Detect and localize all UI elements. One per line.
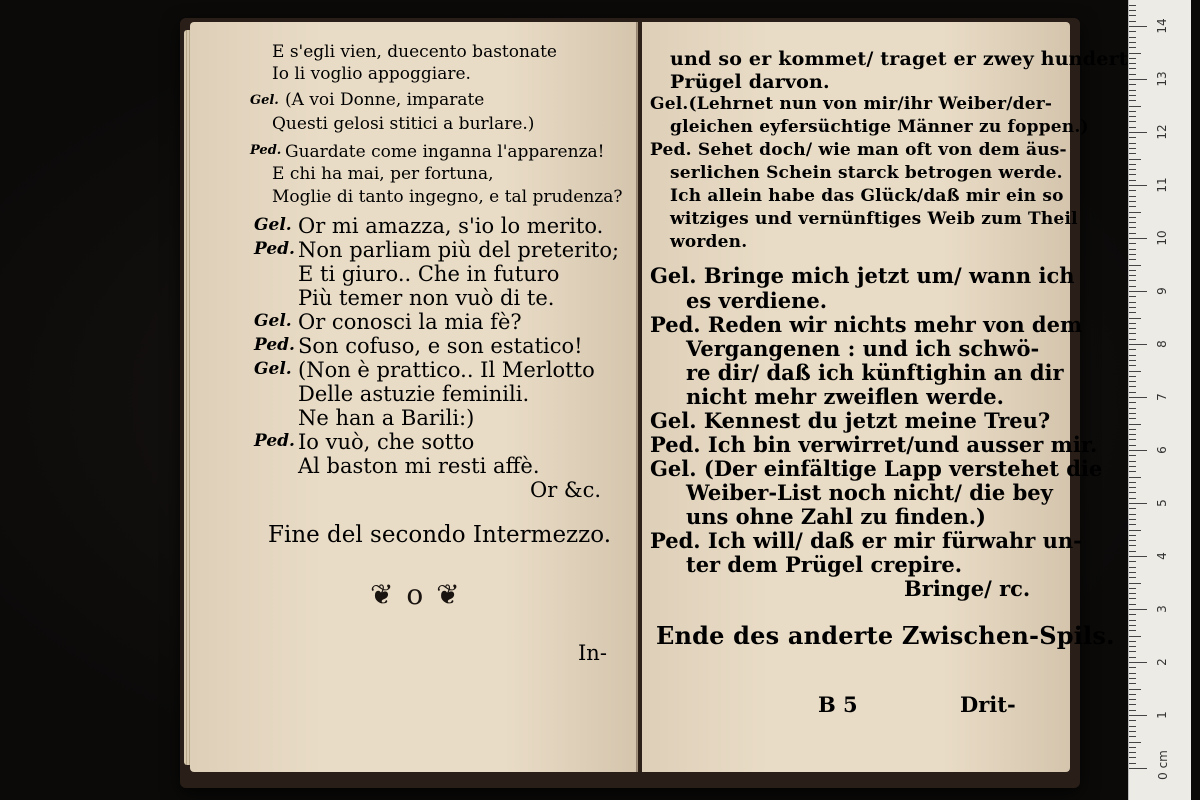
ruler-tick bbox=[1129, 386, 1136, 387]
ruler-tick bbox=[1129, 106, 1141, 107]
text-line: Prügel darvon. bbox=[670, 71, 830, 93]
text-line: Ich allein habe das Glück/daß mir ein so bbox=[670, 186, 1064, 206]
ruler-tick bbox=[1129, 609, 1147, 610]
ruler-tick bbox=[1129, 31, 1136, 32]
ruler-tick bbox=[1129, 270, 1136, 271]
ruler-tick bbox=[1129, 233, 1136, 234]
catchword: In- bbox=[578, 641, 607, 665]
ruler-tick bbox=[1129, 614, 1136, 615]
ruler-number: 11 bbox=[1155, 177, 1169, 193]
text-line: Al baston mi resti affè. bbox=[298, 454, 540, 478]
ruler-tick bbox=[1129, 434, 1136, 435]
ruler-tick bbox=[1129, 561, 1136, 562]
text-line: Bringe/ rc. bbox=[904, 576, 1031, 601]
ruler-number: 13 bbox=[1155, 71, 1169, 87]
ruler-tick bbox=[1129, 74, 1136, 75]
text-line: Delle astuzie feminili. bbox=[298, 382, 530, 406]
text-line: Ped. Reden wir nichts mehr von dem bbox=[650, 312, 1083, 337]
ruler-tick bbox=[1129, 275, 1136, 276]
ruler-number: 5 bbox=[1155, 499, 1169, 507]
ruler-tick bbox=[1129, 280, 1136, 281]
ruler-tick bbox=[1129, 636, 1141, 637]
ruler-tick bbox=[1129, 657, 1136, 658]
ruler-tick bbox=[1129, 535, 1136, 536]
text-line: worden. bbox=[670, 232, 748, 252]
ruler-tick bbox=[1129, 238, 1147, 239]
ruler-tick bbox=[1129, 583, 1141, 584]
text-line: E s'egli vien, duecento bastonate bbox=[272, 42, 557, 62]
ruler-tick bbox=[1129, 371, 1141, 372]
ruler-tick bbox=[1129, 726, 1136, 727]
ruler-tick bbox=[1129, 551, 1136, 552]
ruler-tick bbox=[1129, 673, 1136, 674]
text-line: serlichen Schein starck betrogen werde. bbox=[670, 163, 1063, 183]
ruler-number: 10 bbox=[1155, 230, 1169, 246]
ruler-tick bbox=[1129, 164, 1136, 165]
ruler-tick bbox=[1129, 747, 1136, 748]
ruler-tick bbox=[1129, 498, 1136, 499]
ruler-tick bbox=[1129, 508, 1136, 509]
ruler-tick bbox=[1129, 625, 1136, 626]
ruler-tick bbox=[1129, 492, 1136, 493]
ruler-tick bbox=[1129, 768, 1147, 769]
catchword: Drit- bbox=[960, 692, 1016, 717]
ruler-tick bbox=[1129, 710, 1136, 711]
ruler-tick bbox=[1129, 678, 1136, 679]
speaker-label: Gel. bbox=[254, 215, 292, 235]
text-line: Più temer non vuò di te. bbox=[298, 286, 555, 310]
speaker-label: Ped. bbox=[254, 239, 295, 259]
ruler-tick bbox=[1129, 296, 1136, 297]
ruler-tick bbox=[1129, 540, 1136, 541]
text-line: Ne han a Barili:) bbox=[298, 406, 475, 430]
ruler-tick bbox=[1129, 763, 1136, 764]
ruler-tick bbox=[1129, 376, 1136, 377]
ruler-tick bbox=[1129, 148, 1136, 149]
text-line: Ped. Ich bin verwirret/und ausser mir. bbox=[650, 432, 1098, 457]
ruler-tick bbox=[1129, 132, 1147, 133]
ruler-tick bbox=[1129, 307, 1136, 308]
ruler-tick bbox=[1129, 392, 1136, 393]
ornament-icon: ❦ o ❦ bbox=[370, 578, 462, 611]
ruler-tick bbox=[1129, 355, 1136, 356]
speaker-label: Gel. bbox=[250, 93, 279, 108]
ruler-tick bbox=[1129, 630, 1136, 631]
ruler-tick bbox=[1129, 514, 1136, 515]
ruler-tick bbox=[1129, 143, 1136, 144]
ruler-number: 7 bbox=[1155, 393, 1169, 401]
text-line: und so er kommet/ traget er zwey hundert bbox=[670, 48, 1128, 70]
ruler-tick bbox=[1129, 418, 1136, 419]
text-line: (A voi Donne, imparate bbox=[285, 90, 485, 110]
ruler-tick bbox=[1129, 503, 1147, 504]
ruler-tick bbox=[1129, 339, 1136, 340]
ruler-tick bbox=[1129, 127, 1136, 128]
ruler-tick bbox=[1129, 201, 1136, 202]
ruler-tick bbox=[1129, 715, 1147, 716]
ruler-tick bbox=[1129, 318, 1141, 319]
ruler-tick bbox=[1129, 598, 1136, 599]
or-etc: Or &c. bbox=[530, 478, 602, 502]
ruler-tick bbox=[1129, 604, 1136, 605]
ruler-tick bbox=[1129, 471, 1136, 472]
ruler-tick bbox=[1129, 439, 1136, 440]
ruler-number: 6 bbox=[1155, 446, 1169, 454]
ruler-tick bbox=[1129, 704, 1136, 705]
ruler-tick bbox=[1129, 243, 1136, 244]
text-line: gleichen eyfersüchtige Männer zu foppen.) bbox=[670, 117, 1089, 137]
ruler-tick bbox=[1129, 524, 1136, 525]
ruler-tick bbox=[1129, 185, 1147, 186]
ruler-tick bbox=[1129, 651, 1136, 652]
ruler-tick bbox=[1129, 302, 1136, 303]
speaker-label: Ped. bbox=[254, 335, 295, 355]
ruler-number: 1 bbox=[1155, 711, 1169, 719]
ruler-tick bbox=[1129, 100, 1136, 101]
ruler-tick bbox=[1129, 79, 1147, 80]
ruler-tick bbox=[1129, 752, 1136, 753]
speaker-label: Ped. bbox=[250, 143, 282, 158]
ruler-number: 4 bbox=[1155, 552, 1169, 560]
ruler-number: 3 bbox=[1155, 605, 1169, 613]
ruler-tick bbox=[1129, 349, 1136, 350]
ruler-tick bbox=[1129, 249, 1136, 250]
ruler-tick bbox=[1129, 699, 1136, 700]
ruler-tick bbox=[1129, 90, 1136, 91]
ruler-tick bbox=[1129, 227, 1136, 228]
ruler-tick bbox=[1129, 720, 1136, 721]
ruler-tick bbox=[1129, 736, 1136, 737]
ruler-tick bbox=[1129, 323, 1136, 324]
text-line: E ti giuro.. Che in futuro bbox=[298, 262, 560, 286]
ruler-tick bbox=[1129, 84, 1136, 85]
ruler-tick bbox=[1129, 487, 1136, 488]
ruler-tick bbox=[1129, 21, 1136, 22]
ruler-tick bbox=[1129, 455, 1136, 456]
ruler-number: 2 bbox=[1155, 658, 1169, 666]
ruler-tick bbox=[1129, 121, 1136, 122]
ruler-tick bbox=[1129, 328, 1136, 329]
ruler-tick bbox=[1129, 662, 1147, 663]
ruler-tick bbox=[1129, 159, 1141, 160]
ruler-tick bbox=[1129, 58, 1136, 59]
text-line: Io li voglio appoggiare. bbox=[272, 64, 471, 84]
text-line: Son cofuso, e son estatico! bbox=[298, 334, 583, 358]
ruler-tick bbox=[1129, 222, 1136, 223]
text-line: nicht mehr zweiflen werde. bbox=[686, 384, 1004, 409]
ruler-tick bbox=[1129, 641, 1136, 642]
fine-heading: Fine del secondo Intermezzo. bbox=[268, 522, 612, 548]
ruler-tick bbox=[1129, 667, 1136, 668]
ruler-tick bbox=[1129, 424, 1141, 425]
ruler-tick bbox=[1129, 196, 1136, 197]
text-line: Gel.(Lehrnet nun von mir/ihr Weiber/der- bbox=[650, 94, 1053, 114]
ruler-tick bbox=[1129, 169, 1136, 170]
text-line: Weiber-List noch nicht/ die bey bbox=[686, 480, 1053, 505]
ruler-tick bbox=[1129, 445, 1136, 446]
ruler-tick bbox=[1129, 683, 1136, 684]
ruler-tick bbox=[1129, 15, 1136, 16]
text-line: Io vuò, che sotto bbox=[298, 430, 475, 454]
text-line: witziges und vernünftiges Weib zum Theil bbox=[670, 209, 1078, 229]
ruler-tick bbox=[1129, 519, 1136, 520]
ruler-tick bbox=[1129, 413, 1136, 414]
text-line: Gel. Kennest du jetzt meine Treu? bbox=[650, 408, 1051, 433]
text-line: Ped. Sehet doch/ wie man oft von dem äus- bbox=[650, 140, 1067, 160]
ruler-tick bbox=[1129, 5, 1136, 6]
speaker-label: Gel. bbox=[254, 311, 292, 331]
ruler-tick bbox=[1129, 588, 1136, 589]
text-line: (Non è prattico.. Il Merlotto bbox=[298, 358, 595, 382]
ruler-tick bbox=[1129, 408, 1136, 409]
text-line: Or mi amazza, s'io lo merito. bbox=[298, 214, 604, 238]
ruler-tick bbox=[1129, 482, 1136, 483]
ruler-tick bbox=[1129, 265, 1141, 266]
ruler-tick bbox=[1129, 53, 1141, 54]
text-line: Vergangenen : und ich schwö- bbox=[686, 336, 1040, 361]
ruler-tick bbox=[1129, 217, 1136, 218]
ruler-unit-label: 0 cm bbox=[1156, 750, 1170, 780]
ruler-tick bbox=[1129, 333, 1136, 334]
text-line: Guardate come inganna l'apparenza! bbox=[285, 142, 605, 162]
text-line: es verdiene. bbox=[686, 288, 828, 313]
ruler-tick bbox=[1129, 174, 1136, 175]
ruler-tick bbox=[1129, 556, 1147, 557]
ruler-tick bbox=[1129, 731, 1136, 732]
ruler-tick bbox=[1129, 397, 1147, 398]
speaker-label: Ped. bbox=[254, 431, 295, 451]
ruler-tick bbox=[1129, 567, 1136, 568]
ruler-number: 8 bbox=[1155, 340, 1169, 348]
ruler-tick bbox=[1129, 259, 1136, 260]
ruler-tick bbox=[1129, 286, 1136, 287]
ruler-tick bbox=[1129, 190, 1136, 191]
ruler-tick bbox=[1129, 477, 1141, 478]
text-line: Ped. Ich will/ daß er mir fürwahr un- bbox=[650, 528, 1082, 553]
ruler-tick bbox=[1129, 577, 1136, 578]
ruler-tick bbox=[1129, 291, 1147, 292]
text-line: re dir/ daß ich künftighin an dir bbox=[686, 360, 1064, 385]
text-line: Gel. (Der einfältige Lapp verstehet die bbox=[650, 456, 1103, 481]
ruler-tick bbox=[1129, 63, 1136, 64]
text-line: ter dem Prügel crepire. bbox=[686, 552, 963, 577]
text-line: Non parliam più del preterito; bbox=[298, 238, 620, 262]
ruler-tick bbox=[1129, 68, 1136, 69]
measuring-ruler bbox=[1128, 0, 1191, 800]
ruler-tick bbox=[1129, 180, 1136, 181]
ruler-tick bbox=[1129, 381, 1136, 382]
ruler-tick bbox=[1129, 694, 1136, 695]
text-line: E chi ha mai, per fortuna, bbox=[272, 164, 494, 184]
ruler-tick bbox=[1129, 116, 1136, 117]
ruler-tick bbox=[1129, 620, 1136, 621]
ruler-tick bbox=[1129, 37, 1136, 38]
speaker-label: Gel. bbox=[254, 359, 292, 379]
ruler-tick bbox=[1129, 402, 1136, 403]
ruler-tick bbox=[1129, 545, 1136, 546]
ruler-tick bbox=[1129, 344, 1147, 345]
text-line: uns ohne Zahl zu finden.) bbox=[686, 504, 986, 529]
ruler-tick bbox=[1129, 95, 1136, 96]
ende-heading: Ende des anderte Zwischen-Spils. bbox=[656, 621, 1115, 650]
text-line: Or conosci la mia fè? bbox=[298, 310, 522, 334]
ruler-number: 9 bbox=[1155, 287, 1169, 295]
ruler-tick bbox=[1129, 689, 1141, 690]
ruler-tick bbox=[1129, 530, 1141, 531]
ruler-tick bbox=[1129, 365, 1136, 366]
ruler-tick bbox=[1129, 206, 1136, 207]
ruler-tick bbox=[1129, 450, 1147, 451]
ruler-tick bbox=[1129, 42, 1136, 43]
ruler-tick bbox=[1129, 312, 1136, 313]
ruler-tick bbox=[1129, 212, 1141, 213]
ruler-tick bbox=[1129, 742, 1141, 743]
text-line: Questi gelosi stitici a burlare.) bbox=[272, 114, 535, 134]
ruler-tick bbox=[1129, 10, 1136, 11]
ruler-tick bbox=[1129, 466, 1136, 467]
ruler-tick bbox=[1129, 47, 1136, 48]
text-line: Moglie di tanto ingegno, e tal prudenza? bbox=[272, 187, 623, 207]
ruler-tick bbox=[1129, 153, 1136, 154]
ruler-tick bbox=[1129, 26, 1147, 27]
ruler-tick bbox=[1129, 111, 1136, 112]
ruler-tick bbox=[1129, 757, 1136, 758]
ruler-tick bbox=[1129, 461, 1136, 462]
ruler-tick bbox=[1129, 254, 1136, 255]
ruler-tick bbox=[1129, 137, 1136, 138]
ruler-tick bbox=[1129, 593, 1136, 594]
ruler-number: 12 bbox=[1155, 124, 1169, 140]
ruler-number: 14 bbox=[1155, 18, 1169, 34]
ruler-tick bbox=[1129, 429, 1136, 430]
ruler-tick bbox=[1129, 646, 1136, 647]
ruler-tick bbox=[1129, 572, 1136, 573]
text-line: Gel. Bringe mich jetzt um/ wann ich bbox=[650, 263, 1075, 288]
ruler-tick bbox=[1129, 360, 1136, 361]
signature-mark: B 5 bbox=[818, 692, 858, 717]
